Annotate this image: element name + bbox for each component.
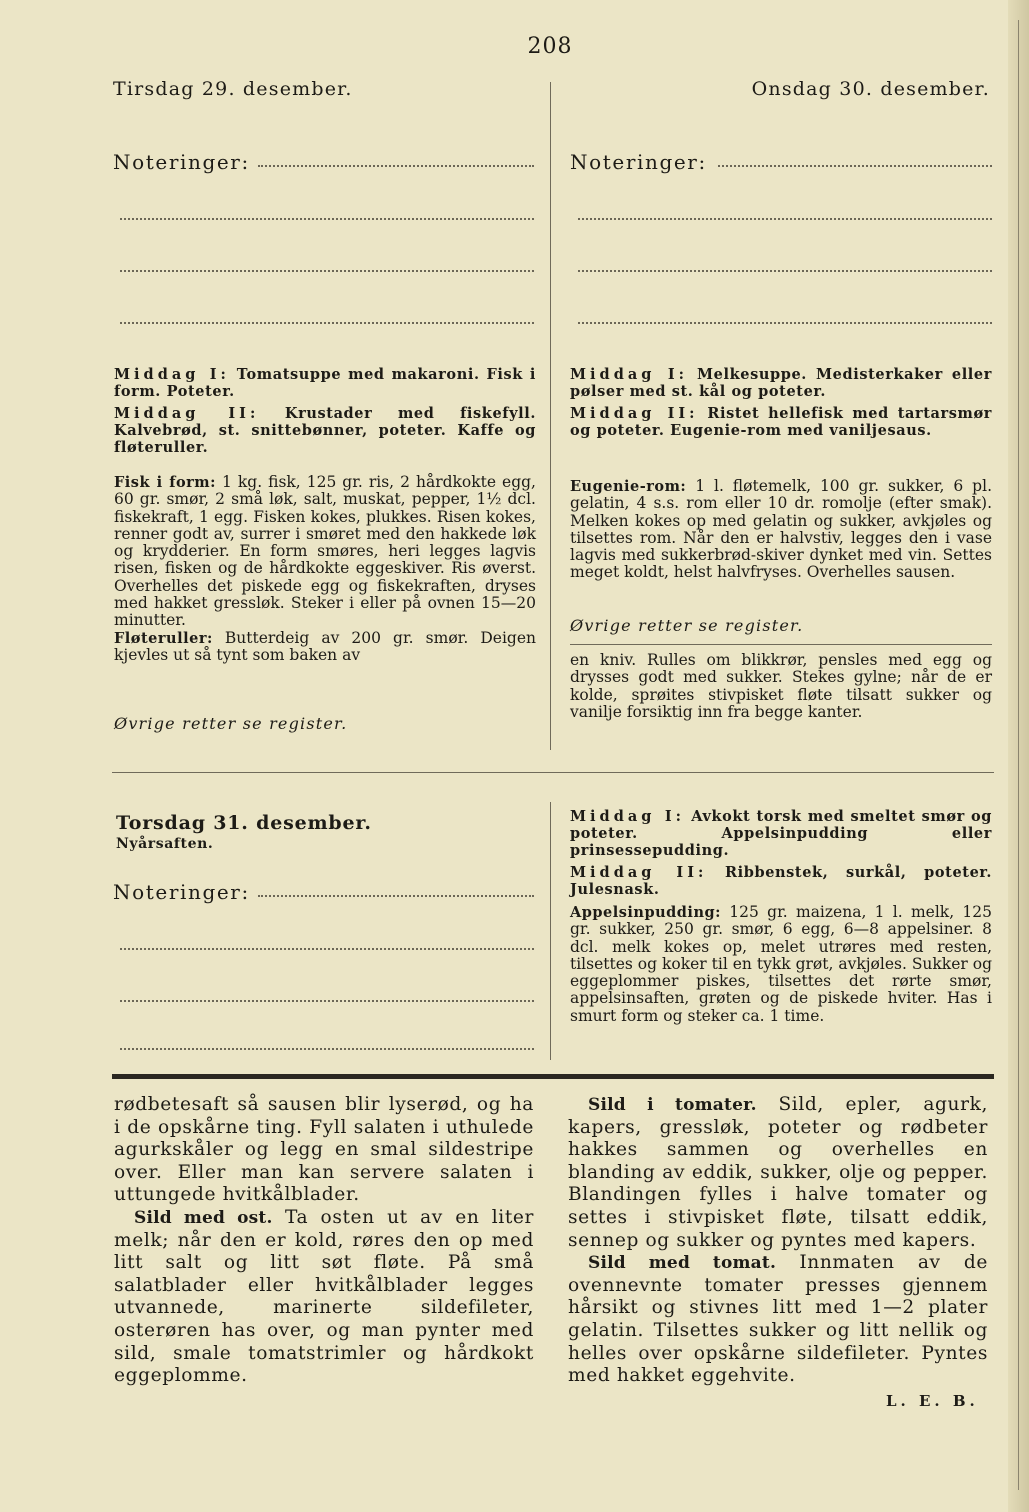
paragraph-sild-med-tomat: Sild med tomat. Innmaten av de ovennevnte tomater presses gjennem hårsikt og stivnes litt med 1—2 plater gelatin. Tilsettes sukker og litt nellik og helles over opskårne sildefileter. Pyntes med hakket eggehvite. [568, 1252, 988, 1387]
paragraph-sild-i-tomater: Sild i tomater. Sild, epler, agurk, kapers, gressløk, poteter og rødbeter hakkes sammen og overhelles en blanding av eddik, sukker, olje og pepper. Blandingen fylles i halve tomater og settes i stivpisket fløte, tilsatt eddik, sennep og sukker og pyntes med kapers. [568, 1094, 988, 1251]
register-note: Øvrige retter se register. [114, 714, 348, 733]
notes-line[interactable] [120, 1048, 534, 1050]
recipe-floteruller: Fløteruller: Butterdeig av 200 gr. smør. Deigen kjevles ut så tynt som baken av [114, 628, 536, 664]
recipe-fisk-i-form: Fisk i form: 1 kg. fisk, 125 gr. ris, 2 hårdkokte egg, 60 gr. smør, 2 små løk, salt, muskat, pepper, 1½ dcl. fiskekraft, 1 egg. Fisken kokes, plukkes. Risen kokes, renner godt av, surrer i smøret med den hakkede løk og krydderier. En form smøres, heri legges lagvis risen, fisken og de hårdkokte eggeskiver. Ris øverst. Overhelles det piskede egg og fiskekraften, dryses med hakket gressløk. Steker i eller på ovnen 15—20 minutter. [114, 473, 536, 630]
section-divider [112, 772, 994, 773]
column-divider [550, 82, 551, 750]
notes-label: Noteringer: [113, 150, 250, 174]
bottom-left-column [114, 1094, 534, 1388]
day-subtitle: Nyårsaften. [116, 836, 214, 852]
menu-2: Middag II: Ristet hellefisk med tartarsmør og poteter. Eugenie-rom med vaniljesaus. [570, 405, 992, 439]
notes-line[interactable] [120, 948, 534, 950]
notes-line[interactable] [258, 165, 534, 167]
bottom-right-column [568, 1094, 988, 1388]
thick-divider [112, 1074, 994, 1079]
register-note: Øvrige retter se register. [570, 616, 804, 635]
day-heading-thursday: Torsdag 31. desember. [116, 812, 372, 834]
notes-line[interactable] [120, 270, 534, 272]
notes-line[interactable] [120, 322, 534, 324]
menu-1: Middag I: Melkesuppe. Medisterkaker eller pølser med st. kål og poteter. [570, 366, 992, 400]
menu-2: Middag II: Ribbenstek, surkål, poteter. Julesnask. [570, 864, 992, 898]
menu-block-tuesday [114, 366, 536, 461]
notes-line[interactable] [578, 218, 992, 220]
notes-line[interactable] [578, 270, 992, 272]
column-divider [550, 802, 551, 1060]
notes-label: Noteringer: [113, 880, 250, 904]
notes-line[interactable] [258, 895, 534, 897]
paragraph: rødbetesaft så sausen blir lyserød, og ha i de opskårne ting. Fyll salaten i uthulede agurkskåler og legg en smal sildestripe over. Eller man kan servere salaten i uttungede hvitkålblader. [114, 1094, 534, 1206]
menu-2: Middag II: Krustader med fiskefyll. Kalvebrød, st. snittebønner, poteter. Kaffe og fløteruller. [114, 405, 536, 456]
recipes-thursday [570, 904, 992, 1025]
recipe-appelsinpudding: Appelsinpudding: 125 gr. maizena, 1 l. melk, 125 gr. sukker, 250 gr. smør, 6 egg, 6—8 appelsiner. 8 dcl. melk kokes op, melet utrøres med resten, tilsettes og koker til en tykk grøt, avkjøles. Sukker og eggeplommer piskes, tilsettes det rørte smør, appelsinsaften, grøten og de piskede hviter. Has i smurt form og steker ca. 1 time. [570, 903, 992, 1025]
menu-1: Middag I: Tomatsuppe med makaroni. Fisk i form. Poteter. [114, 366, 536, 400]
day-heading-wednesday: Onsdag 30. desember. [751, 78, 990, 100]
notes-label: Noteringer: [570, 150, 707, 174]
section-rule [570, 644, 992, 645]
recipes-wednesday [570, 478, 992, 582]
notes-line[interactable] [120, 1000, 534, 1002]
menu-1: Middag I: Avkokt torsk med smeltet smør og poteter. Appelsinpudding eller prinsessepudding. [570, 808, 993, 859]
continued-text: en kniv. Rulles om blikkrør, pensles med egg og drysses godt med sukker. Stekes gylne; når de er kolde, sprøites stivpisket fløte tilsatt sukker og vanilje forsiktig inn fra begge kanter. [570, 651, 992, 721]
menu-block-thursday [570, 808, 992, 903]
notes-line[interactable] [120, 218, 534, 220]
menu-block-wednesday [570, 366, 992, 444]
author-signature: L. E. B. [886, 1392, 979, 1410]
page-edge-line [1018, 20, 1019, 1490]
page-number: 208 [527, 34, 573, 59]
day-heading-tuesday: Tirsdag 29. desember. [113, 78, 353, 100]
notes-line[interactable] [718, 165, 992, 167]
notes-line[interactable] [578, 322, 992, 324]
recipe-eugenie-rom: Eugenie-rom: 1 l. fløtemelk, 100 gr. sukker, 6 pl. gelatin, 4 s.s. rom eller 10 dr. romolje (efter smak). Melken kokes op med gelatin og sukker, avkjøles og tilsettes rom. Når den er halvstiv, legges den i vase lagvis med sukkerbrød-skiver dynket med vin. Settes meget koldt, helst halvfryses. Overhelles sausen. [570, 477, 992, 582]
paragraph-sild-med-ost: Sild med ost. Ta osten ut av en liter melk; når den er kold, røres den op med litt salt og litt søt fløte. På små salatblader eller hvitkålblader legges utvannede, marinerte sildefileter, osterøren has over, og man pynter med sild, smale tomatstrimler og hårdkokt eggeplomme. [114, 1206, 535, 1387]
recipes-tuesday [114, 474, 536, 664]
